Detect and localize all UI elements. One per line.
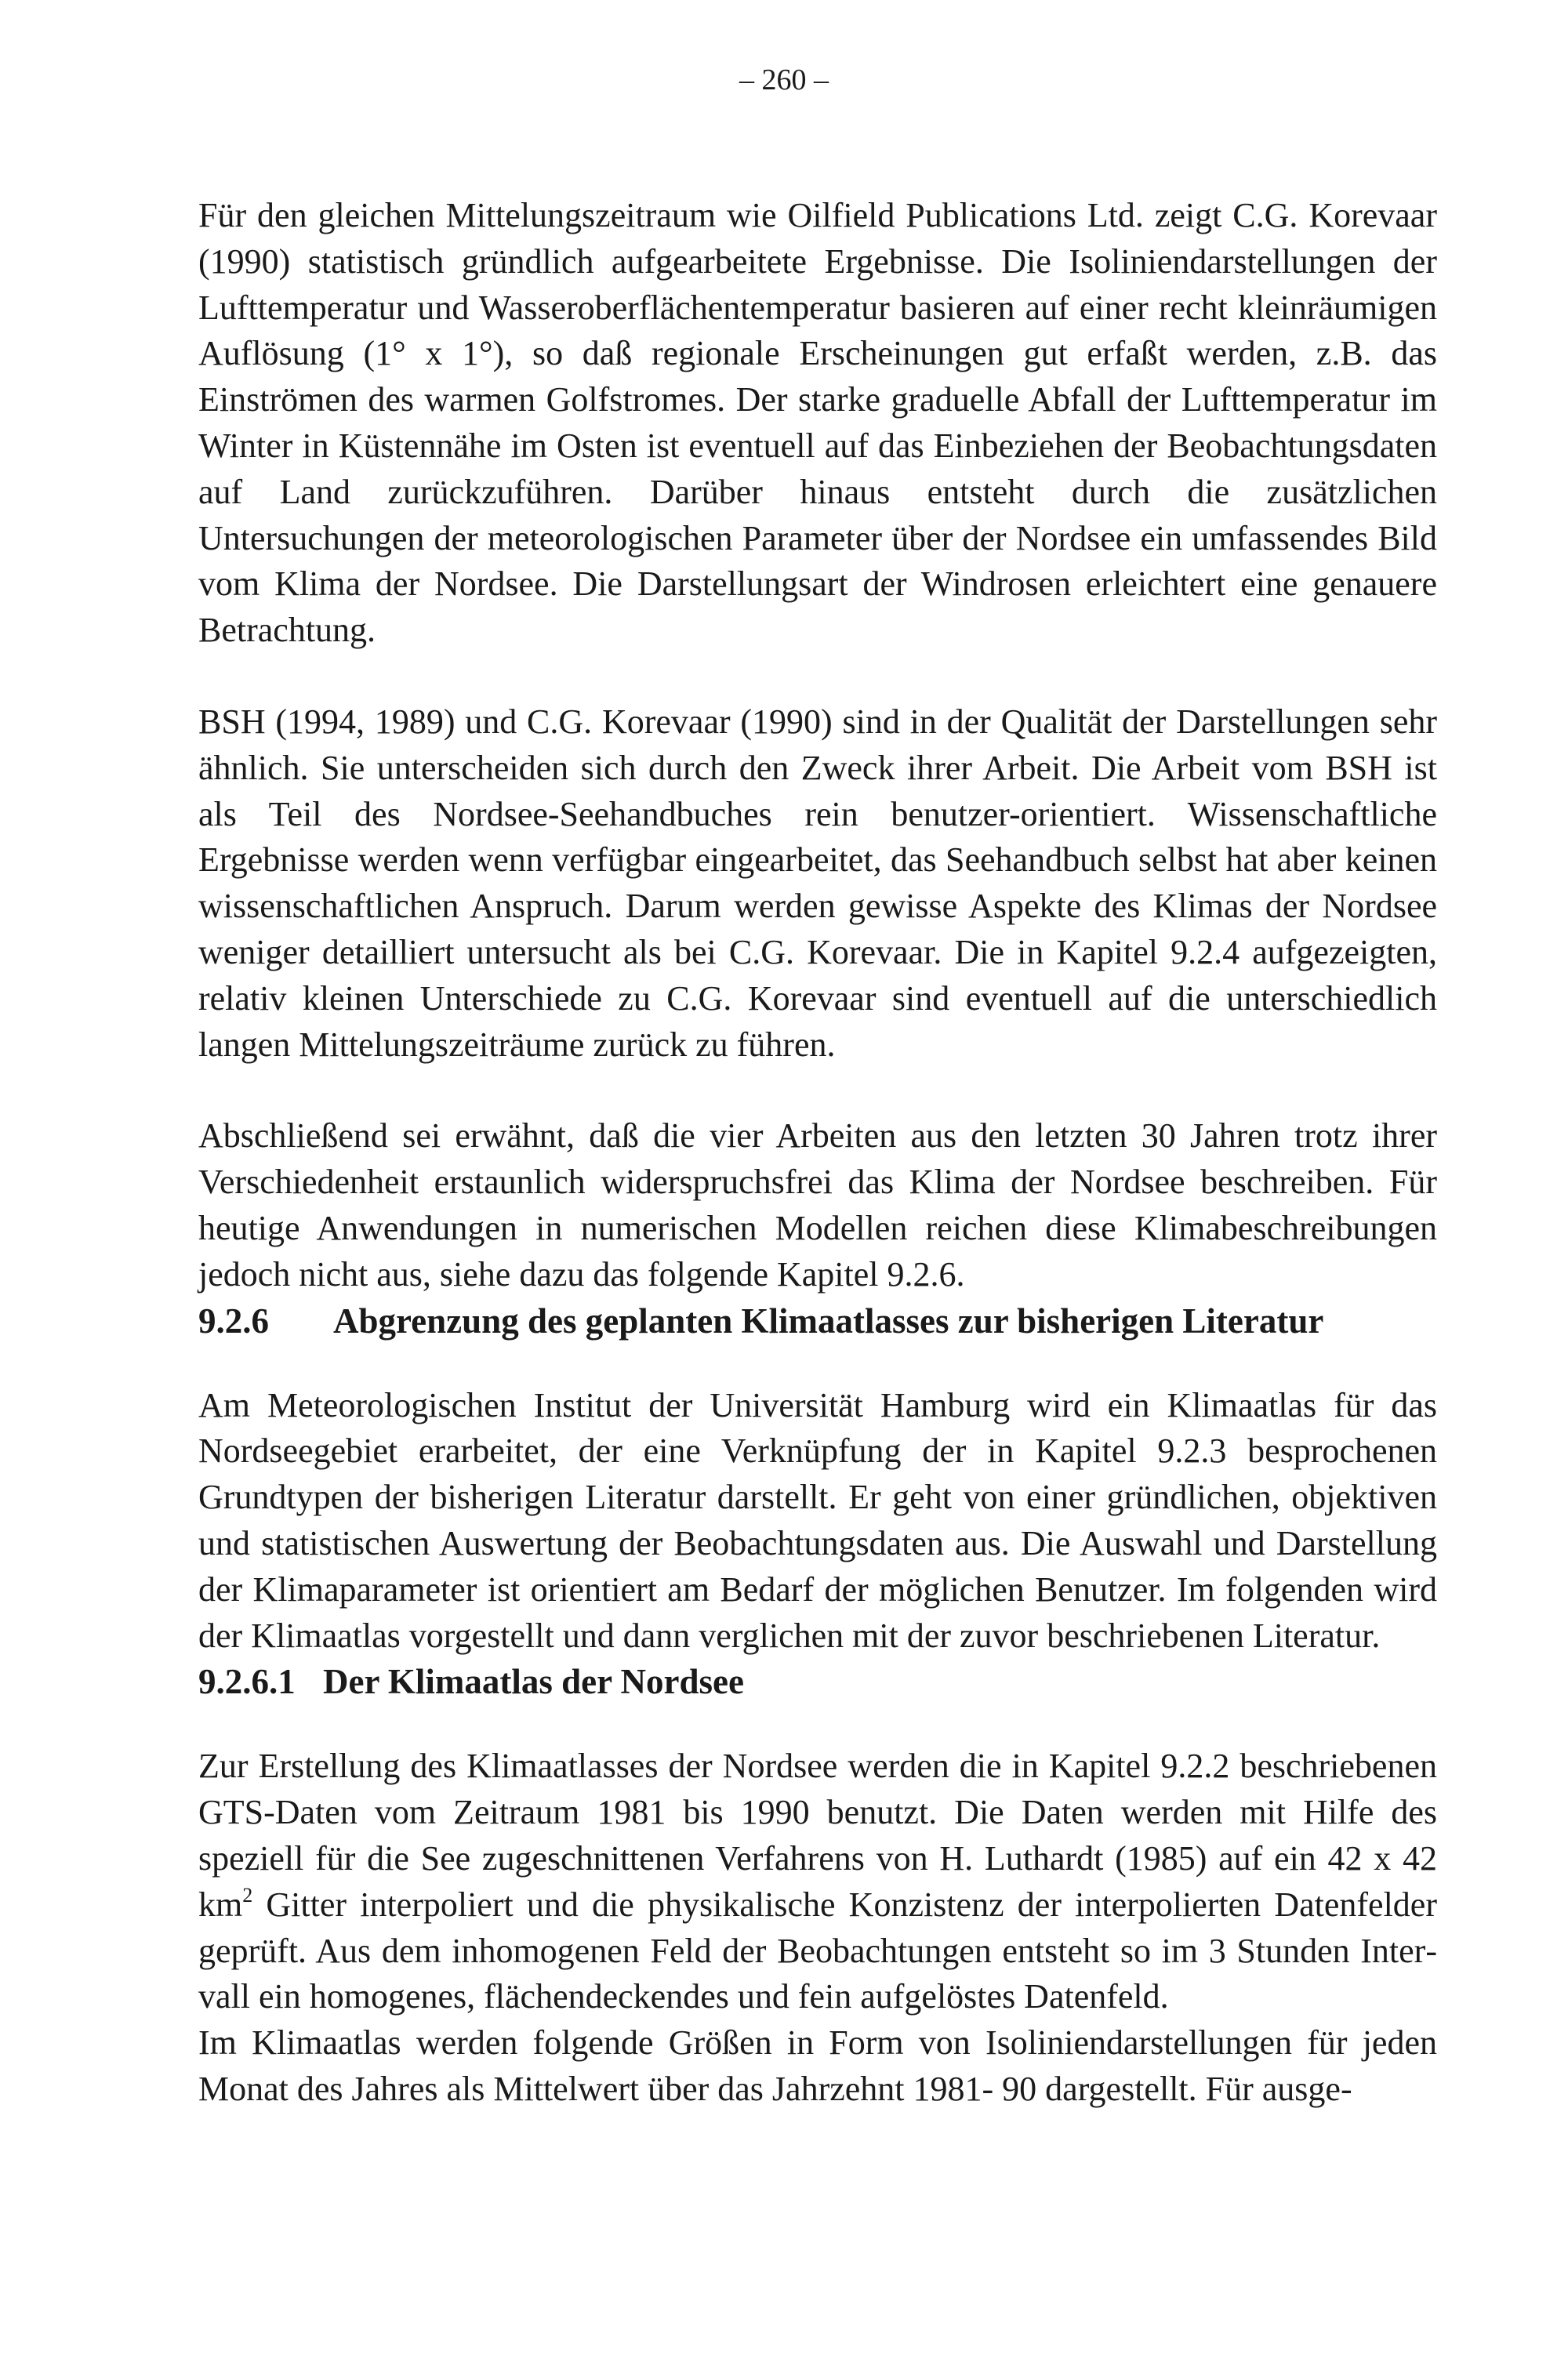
paragraph-gts-data: [198, 1744, 1437, 2020]
section-number: 9.2.6: [198, 1301, 269, 1341]
paragraph-korevaar-results: Für den gleichen Mittelungszeitraum wie Oilfield Publications Ltd. zeigt C.G. Korevaar (1990) statistisch gründlich aufgearbeitete Ergebnisse. Die Isoliniendarstellungen der Lufttemperatur und Wasseroberflächentemperatur basieren auf einer recht kleinräumigen Auflösung (1° x 1°), so daß regionale Erscheinungen gut erfaßt werden, z.B. das Einströmen des warmen Golfstromes. Der starke graduelle Abfall der Lufttemperatur im Winter in Küstennähe im Osten ist eventuell auf das Einbeziehen der Beobachtungsdaten auf Land zurückzuführen. Darüber hinaus entsteht durch die zusätzlichen Untersuchungen der meteorologischen Parameter über der Nordsee ein umfassendes Bild vom Klima der Nordsee. Die Darstellungsart der Windrosen erleichtert eine genauere Betrachtung.: [198, 196, 1437, 650]
section-heading-9-2-6: [198, 1298, 1437, 1344]
paragraph-conclusion: Abschließend sei erwähnt, daß die vier Arbeiten aus den letzten 30 Jahren trotz ihrer Verschiedenheit erstaunlich widerspruchsfrei das Klima der Nordsee beschreiben. Für heutige Anwendungen in numerischen Modellen reichen diese Klimabeschreibungen jedoch nicht aus, siehe dazu das folgende Kapitel 9.2.6.: [198, 1116, 1437, 1294]
paragraph-klimaatlas-parameters: Im Klimaatlas werden folgende Größen in Form von Isoliniendarstellungen für jeden Monat des Jahres als Mittelwert über das Jahrzehnt 1981- 90 dargestellt. Für ausge-: [198, 2023, 1437, 2108]
section-heading-9-2-6-1: [198, 1659, 1437, 1704]
paragraph-gts-data-part-1: Zur Erstellung des Klimaatlasses der Nordsee werden die in Kapitel 9.2.2 beschriebenen GTS-Daten vom Zeitraum 1981 bis 1990 benutzt. Die Daten werden mit Hilfe des speziell für die See zugeschnittenen Verfahrens von H. Luthardt (1985) auf ein 42 x 42 km: [198, 1747, 1437, 1924]
subsection-number: 9.2.6.1: [198, 1662, 296, 1702]
page-body: [198, 193, 1437, 2113]
paragraph-gts-data-part-2: Gitter interpoliert und die physikalische Konzistenz der interpolierten Datenfelder geprüft. Aus dem inhomogenen Feld der Beobachtungen entsteht so im 3 Stunden Intervall ein homogenes, flächendeckendes und fein aufgelöstes Datenfeld.: [198, 1885, 1437, 2016]
page-number: – 260 –: [739, 64, 829, 96]
subsection-title: Der Klimaatlas der Nordsee: [323, 1662, 744, 1702]
paragraph-klimaatlas-intro: Am Meteorologischen Institut der Universität Hamburg wird ein Klimaatlas für das Nordseegebiet erarbeitet, der eine Verknüpfung der in Kapitel 9.2.3 besprochenen Grundtypen der bisherigen Literatur darstellt. Er geht von einer gründlichen, objektiven und statistischen Auswertung der Beobachtungsdaten aus. Die Auswahl und Darstellung der Klimaparameter ist orientiert am Bedarf der möglichen Benutzer. Im folgenden wird der Klimaatlas vorgestellt und dann verglichen mit der zuvor beschriebenen Literatur.: [198, 1385, 1437, 1655]
paragraph-bsh-comparison: BSH (1994, 1989) und C.G. Korevaar (1990) sind in der Qualität der Darstellungen sehr ähnlich. Sie unterscheiden sich durch den Zweck ihrer Arbeit. Die Arbeit vom BSH ist als Teil des Nordsee-Seehandbuches rein benutzer-orientiert. Wissenschaftliche Ergebnisse werden wenn verfügbar eingearbeitet, das Seehandbuch selbst hat aber keinen wissenschaftlichen Anspruch. Darum werden gewisse Aspekte des Klimas der Nordsee weniger detailliert untersucht als bei C.G. Korevaar. Die in Kapitel 9.2.4 aufgezeigten, relativ kleinen Unterschiede zu C.G. Korevaar sind eventuell auf die unterschiedlich langen Mittelungszeiträume zurück zu führen.: [198, 702, 1437, 1064]
superscript-squared: 2: [242, 1883, 253, 1907]
section-title: Abgrenzung des geplanten Klimaatlasses zur bisherigen Literatur: [333, 1301, 1324, 1341]
